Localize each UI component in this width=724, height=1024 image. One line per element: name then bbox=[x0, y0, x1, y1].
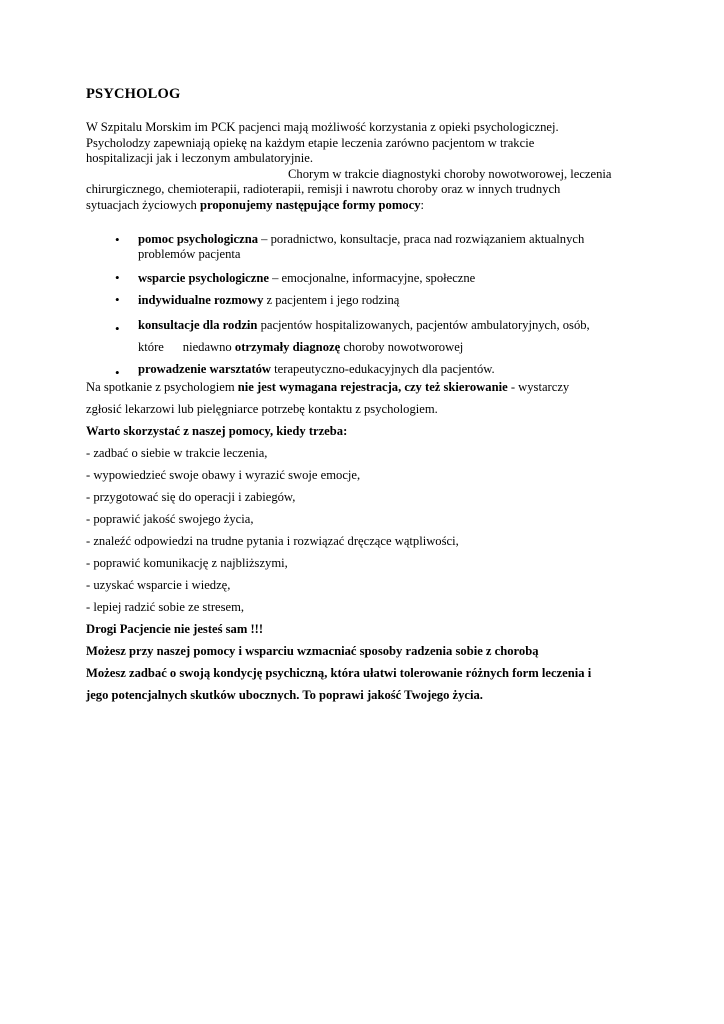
bullet-icon: • bbox=[115, 232, 120, 247]
page-title: PSYCHOLOG bbox=[86, 86, 181, 102]
list-item-bold: konsultacje dla rodzin bbox=[138, 318, 258, 332]
closing-line: jego potencjalnych skutków ubocznych. To poprawi jakość Twojego życia. bbox=[86, 688, 483, 702]
closing-line: Możesz przy naszej pomocy i wsparciu wzmacniać sposoby radzenia sobie z chorobą bbox=[86, 644, 539, 658]
intro-paragraph bbox=[86, 120, 626, 213]
when-item: - poprawić komunikację z najbliższymi, bbox=[86, 556, 288, 570]
when-item: - uzyskać wsparcie i wiedzę, bbox=[86, 578, 231, 592]
list-item-text: – poradnictwo, konsultacje, praca nad rozwiązaniem aktualnych bbox=[258, 232, 585, 246]
when-item: - zadbać o siebie w trakcie leczenia, bbox=[86, 446, 268, 460]
when-item: - poprawić jakość swojego życia, bbox=[86, 512, 254, 526]
intro-line: hospitalizacji jak i leczonym ambulatoryjnie. bbox=[86, 151, 313, 165]
list-item-bold: indywidualne rozmowy bbox=[138, 293, 264, 307]
intro-line: Psycholodzy zapewniają opiekę na każdym etapie leczenia zarówno pacjentom w trakcie bbox=[86, 135, 535, 150]
registration-line: zgłosić lekarzowi lub pielęgniarce potrzebę kontaktu z psychologiem. bbox=[86, 402, 438, 416]
when-item: - wypowiedzieć swoje obawy i wyrazić swoje emocje, bbox=[86, 468, 361, 482]
list-item-text: pacjentów hospitalizowanych, pacjentów ambulatoryjnych, osób, bbox=[257, 318, 590, 332]
list-item-text: z pacjentem i jego rodziną bbox=[263, 293, 400, 307]
list-item-bold: prowadzenie warsztatów bbox=[138, 362, 272, 376]
list-item-bold: otrzymały diagnozę bbox=[234, 340, 341, 354]
list-item-line bbox=[138, 336, 724, 358]
when-item: - znaleźć odpowiedzi na trudne pytania i rozwiązać dręczące wątpliwości, bbox=[86, 534, 459, 548]
intro-text: : bbox=[420, 197, 424, 212]
list-item bbox=[0, 270, 724, 292]
help-forms-list bbox=[0, 232, 724, 380]
intro-line: chirurgicznego, chemioterapii, radioterapii, remisji i nawrotu choroby oraz w innych trudnych bbox=[86, 182, 561, 196]
list-item bbox=[0, 232, 724, 270]
list-item-line: problemów pacjenta bbox=[138, 247, 241, 261]
registration-text: - wystarczy bbox=[507, 380, 570, 394]
list-item-line bbox=[138, 292, 724, 308]
intro-line: Chorym w trakcie diagnostyki choroby nowotworowej, leczenia bbox=[288, 166, 612, 181]
closing-line: Drogi Pacjencie nie jesteś sam !!! bbox=[86, 622, 264, 636]
list-item bbox=[0, 292, 724, 314]
list-item-bold: wsparcie psychologiczne bbox=[138, 271, 269, 285]
bullet-icon: • bbox=[115, 321, 120, 336]
intro-bold-text: proponujemy następujące formy pomocy bbox=[200, 197, 421, 212]
list-item-line bbox=[138, 314, 724, 336]
closing-line: Możesz zadbać o swoją kondycję psychiczną, która ułatwi tolerowanie różnych form leczenia i bbox=[86, 666, 592, 680]
intro-line: W Szpitalu Morskim im PCK pacjenci mają możliwość korzystania z opieki psychologicznej. bbox=[86, 120, 559, 134]
bullet-icon: • bbox=[115, 365, 120, 380]
intro-line bbox=[86, 198, 626, 214]
intro-text: sytuacjach życiowych bbox=[86, 197, 200, 212]
registration-line bbox=[86, 376, 646, 398]
list-item-text: – emocjonalne, informacyjne, społeczne bbox=[268, 271, 476, 285]
bullet-icon: • bbox=[115, 270, 120, 285]
list-item-text: choroby nowotworowej bbox=[340, 340, 464, 354]
list-item-line bbox=[138, 270, 724, 286]
body-text bbox=[86, 376, 646, 706]
when-item: - lepiej radzić sobie ze stresem, bbox=[86, 600, 245, 614]
bullet-icon: • bbox=[115, 292, 120, 307]
list-item-text: które niedawno bbox=[138, 340, 235, 354]
list-item bbox=[0, 314, 724, 358]
list-item-line bbox=[138, 232, 724, 247]
list-item-bold: pomoc psychologiczna bbox=[138, 232, 258, 246]
registration-bold: nie jest wymagana rejestracja, czy też skierowanie bbox=[237, 380, 508, 394]
when-item: - przygotować się do operacji i zabiegów, bbox=[86, 490, 296, 504]
when-heading: Warto skorzystać z naszej pomocy, kiedy trzeba: bbox=[86, 424, 348, 438]
registration-text: Na spotkanie z psychologiem bbox=[86, 380, 238, 394]
list-item-text: terapeutyczno-edukacyjnych dla pacjentów. bbox=[271, 362, 495, 376]
